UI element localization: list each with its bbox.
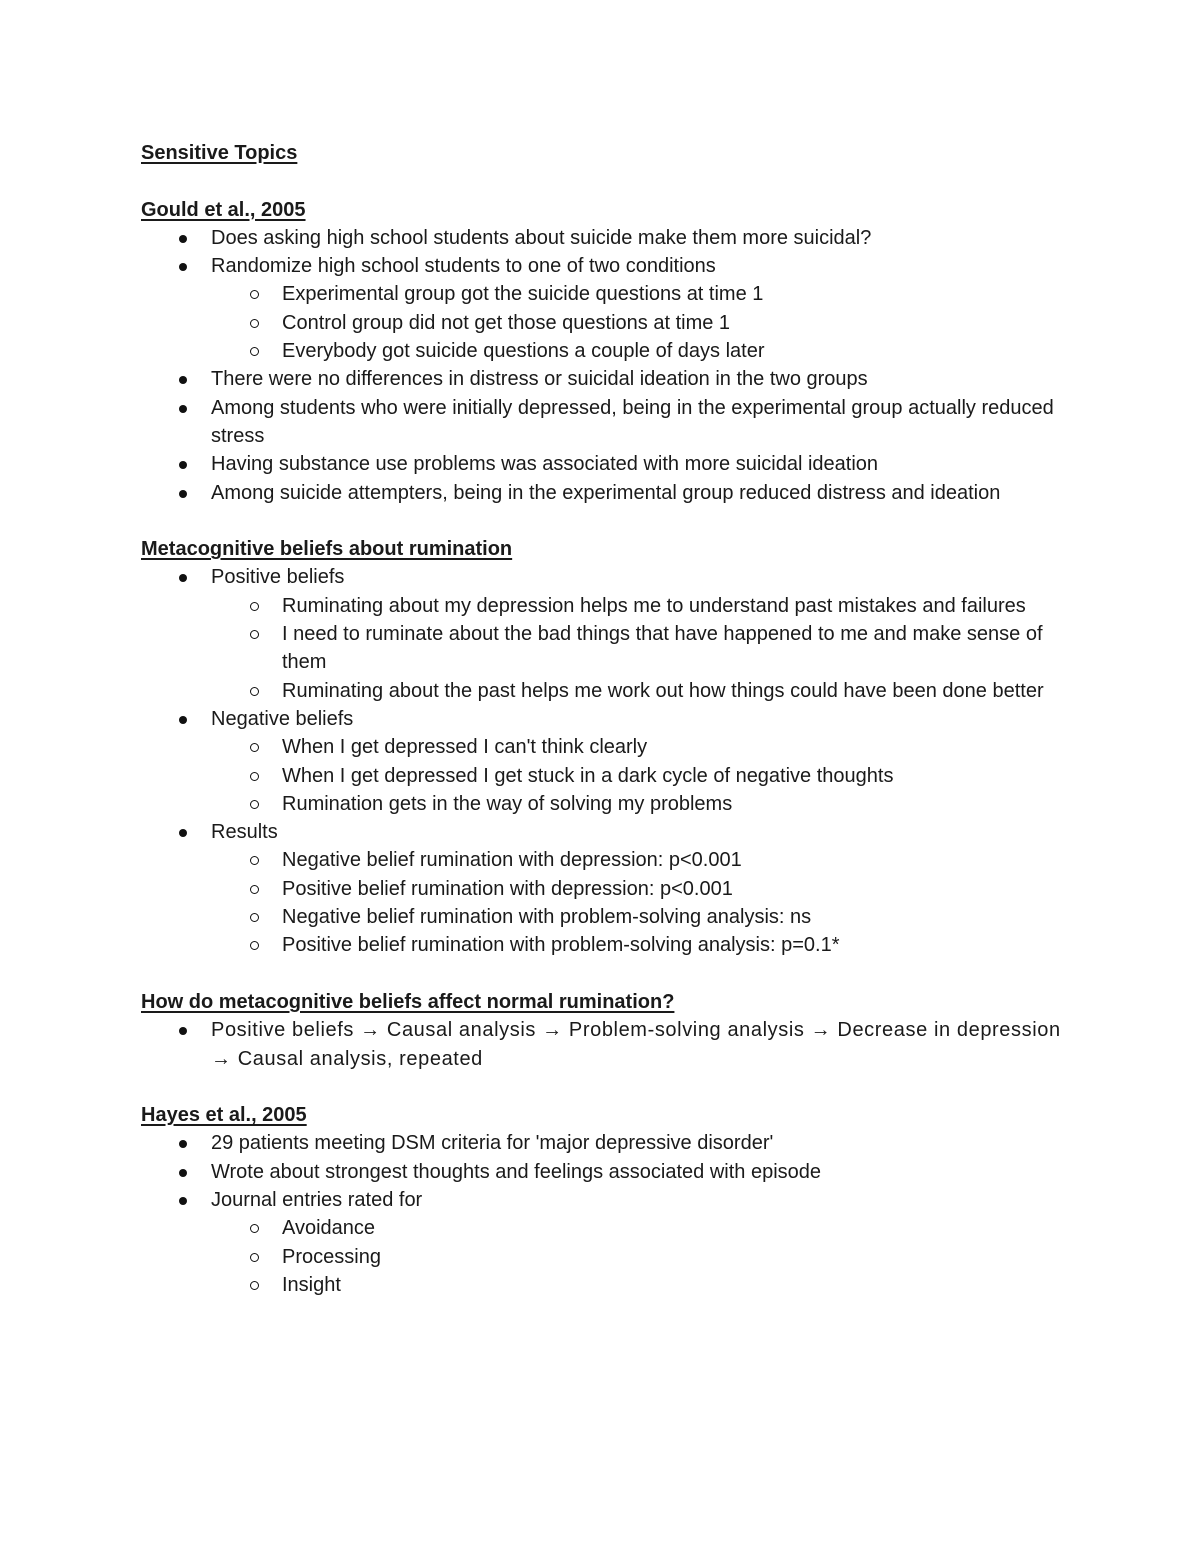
list-item bbox=[141, 818, 1061, 846]
sub-list-item bbox=[141, 620, 1061, 677]
sub-list-item-text: Everybody got suicide questions a couple of days later bbox=[282, 340, 765, 363]
list-item-text: Randomize high school students to one of two conditions bbox=[211, 255, 716, 278]
sub-list-item bbox=[141, 733, 1061, 761]
list-item bbox=[141, 224, 1061, 252]
list-item-text: Positive beliefs bbox=[211, 566, 345, 589]
hollow-bullet-icon bbox=[250, 630, 259, 639]
sub-list-item-text: Control group did not get those questions at time 1 bbox=[282, 311, 731, 334]
list-item bbox=[141, 479, 1061, 507]
hollow-bullet-icon bbox=[250, 885, 259, 894]
filled-bullet-icon bbox=[179, 1169, 187, 1177]
hollow-bullet-icon bbox=[250, 856, 259, 865]
sub-list-item bbox=[141, 280, 1061, 308]
sub-list-item-text: Rumination gets in the way of solving my problems bbox=[282, 792, 733, 815]
hollow-bullet-icon bbox=[250, 602, 259, 611]
sub-list-item bbox=[141, 790, 1061, 818]
sub-list-item bbox=[141, 309, 1061, 337]
sub-list-item bbox=[141, 592, 1061, 620]
list-item bbox=[141, 1016, 1061, 1073]
section-heading: Metacognitive beliefs about rumination bbox=[141, 538, 513, 561]
sub-list-item-text: Processing bbox=[282, 1245, 381, 1268]
sub-list-item bbox=[141, 337, 1061, 365]
hollow-bullet-icon bbox=[250, 290, 259, 299]
section-heading: Hayes et al., 2005 bbox=[141, 1104, 307, 1127]
filled-bullet-icon bbox=[179, 405, 187, 413]
list-item-text: Wrote about strongest thoughts and feelings associated with episode bbox=[211, 1160, 822, 1183]
list-item-text: Journal entries rated for bbox=[211, 1188, 423, 1211]
list-item-text: Having substance use problems was associated with more suicidal ideation bbox=[211, 453, 879, 476]
hollow-bullet-icon bbox=[250, 319, 259, 328]
list-item-text: Among suicide attempters, being in the experimental group reduced distress and ideation bbox=[211, 481, 1001, 504]
hollow-bullet-icon bbox=[250, 687, 259, 696]
filled-bullet-icon bbox=[179, 235, 187, 243]
spacer bbox=[141, 1073, 1061, 1101]
list-item bbox=[141, 563, 1061, 591]
sub-list-item-text: When I get depressed I get stuck in a dark cycle of negative thoughts bbox=[282, 764, 894, 787]
filled-bullet-icon bbox=[179, 263, 187, 271]
bullet-list bbox=[141, 224, 1061, 507]
sub-list-item bbox=[141, 903, 1061, 931]
filled-bullet-icon bbox=[179, 490, 187, 498]
hollow-bullet-icon bbox=[250, 772, 259, 781]
list-item-text: Does asking high school students about suicide make them more suicidal? bbox=[211, 226, 872, 249]
list-item-text: There were no differences in distress or suicidal ideation in the two groups bbox=[211, 368, 868, 391]
list-item bbox=[141, 705, 1061, 733]
sub-list-item bbox=[141, 1214, 1061, 1242]
spacer bbox=[141, 507, 1061, 535]
sub-list-item-text: Ruminating about the past helps me work out how things could have been done better bbox=[282, 679, 1044, 702]
hollow-bullet-icon bbox=[250, 743, 259, 752]
sub-list-item bbox=[141, 1271, 1061, 1299]
hollow-bullet-icon bbox=[250, 800, 259, 809]
hollow-bullet-icon bbox=[250, 1253, 259, 1262]
list-item bbox=[141, 365, 1061, 393]
hollow-bullet-icon bbox=[250, 347, 259, 356]
sub-list-item-text: I need to ruminate about the bad things that have happened to me and make sense of them bbox=[282, 623, 1043, 674]
list-item-text: Negative beliefs bbox=[211, 707, 354, 730]
filled-bullet-icon bbox=[179, 1027, 187, 1035]
hollow-bullet-icon bbox=[250, 941, 259, 950]
sections-container bbox=[141, 196, 1061, 1300]
filled-bullet-icon bbox=[179, 829, 187, 837]
spacer bbox=[141, 167, 1061, 195]
hollow-bullet-icon bbox=[250, 913, 259, 922]
filled-bullet-icon bbox=[179, 716, 187, 724]
list-item bbox=[141, 252, 1061, 280]
bullet-list bbox=[141, 1129, 1061, 1299]
sub-list-item bbox=[141, 931, 1061, 959]
spacer bbox=[141, 960, 1061, 988]
sub-list-item bbox=[141, 762, 1061, 790]
section-heading: How do metacognitive beliefs affect normal rumination? bbox=[141, 990, 675, 1013]
list-item bbox=[141, 394, 1061, 451]
document-title: Sensitive Topics bbox=[141, 142, 298, 164]
sub-list-item bbox=[141, 846, 1061, 874]
sub-list-item bbox=[141, 677, 1061, 705]
sub-list-item-text: Ruminating about my depression helps me to understand past mistakes and failures bbox=[282, 594, 1026, 617]
list-item-text: Among students who were initially depressed, being in the experimental group actually reduced stress bbox=[211, 396, 1054, 447]
filled-bullet-icon bbox=[179, 461, 187, 469]
sub-list-item-text: When I get depressed I can't think clearly bbox=[282, 736, 648, 759]
sub-list-item-text: Insight bbox=[282, 1273, 341, 1296]
sub-list-item bbox=[141, 875, 1061, 903]
bullet-list bbox=[141, 563, 1061, 959]
filled-bullet-icon bbox=[179, 574, 187, 582]
list-item-text: Results bbox=[211, 821, 278, 844]
list-item-text: 29 patients meeting DSM criteria for 'major depressive disorder' bbox=[211, 1132, 774, 1155]
sub-list-item-text: Positive belief rumination with depression: p<0.001 bbox=[282, 877, 733, 900]
sub-list-item-text: Experimental group got the suicide questions at time 1 bbox=[282, 283, 764, 306]
bullet-list bbox=[141, 1016, 1061, 1073]
sub-list-item-text: Positive belief rumination with problem-solving analysis: p=0.1* bbox=[282, 934, 840, 957]
hollow-bullet-icon bbox=[250, 1224, 259, 1233]
filled-bullet-icon bbox=[179, 1197, 187, 1205]
sub-list-item-text: Negative belief rumination with depression: p<0.001 bbox=[282, 849, 742, 872]
list-item bbox=[141, 1158, 1061, 1186]
document-page bbox=[141, 139, 1061, 1299]
sub-list-item bbox=[141, 1243, 1061, 1271]
filled-bullet-icon bbox=[179, 376, 187, 384]
hollow-bullet-icon bbox=[250, 1281, 259, 1290]
list-item bbox=[141, 1186, 1061, 1214]
sub-list-item-text: Avoidance bbox=[282, 1217, 376, 1240]
section-heading: Gould et al., 2005 bbox=[141, 198, 306, 221]
sub-list-item-text: Negative belief rumination with problem-solving analysis: ns bbox=[282, 906, 812, 929]
filled-bullet-icon bbox=[179, 1140, 187, 1148]
list-item bbox=[141, 450, 1061, 478]
list-item bbox=[141, 1129, 1061, 1157]
list-item-text: Positive beliefs → Causal analysis → Problem-solving analysis → Decrease in depression → Causal analysis, repeated bbox=[211, 1019, 1061, 1070]
